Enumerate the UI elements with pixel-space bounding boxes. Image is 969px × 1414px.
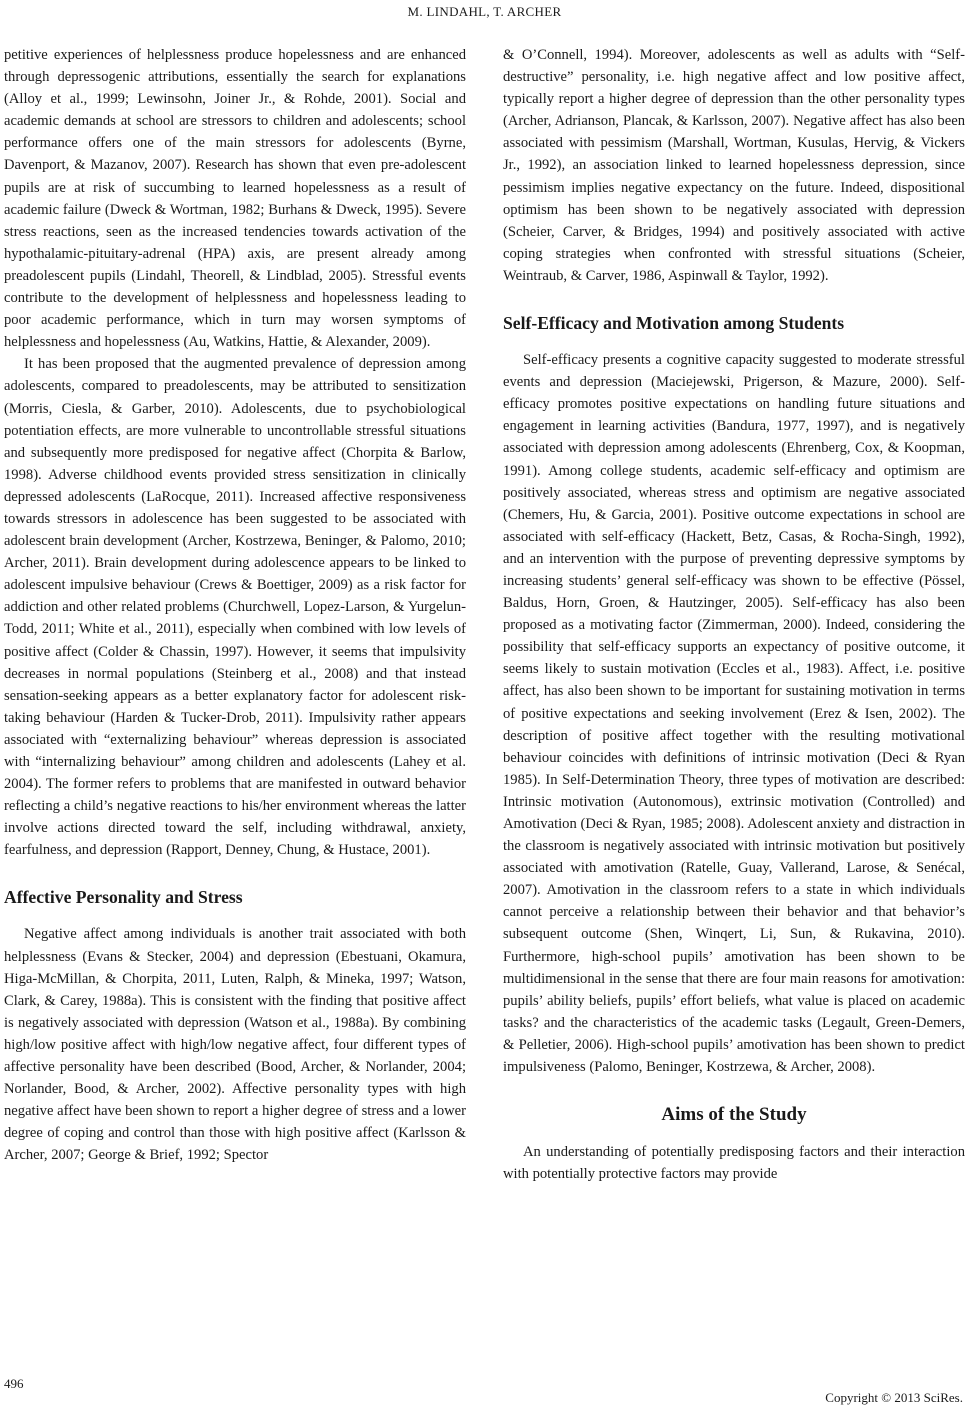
left-column xyxy=(4,44,466,1167)
section-heading: Affective Personality and Stress xyxy=(4,887,243,908)
body-paragraph: Negative affect among individuals is another trait associated with both helplessness (Evans & Stecker, 2004) and depression (Ebestuani, Okamura, Higa-McMillan, & Chorpita, 2011, Luten, Ralph, & Mineka, 1997; Watson, Clark, & Carey, 1988a). This is consistent with the finding that positive affect is negatively associated with depression (Watson et al., 1988a). By combining high/low positive affect with high/low negative affect, four different types of affective personality have been described (Bood, Archer, & Norlander, 2004; Norlander, Bood, & Archer, 2002). Affective personality types with high negative affect have been shown to report a higher degree of stress and a lower degree of coping and control than those with high positive affect (Karlsson & Archer, 2007; George & Brief, 1992; Spector xyxy=(4,926,466,1164)
body-paragraph: An understanding of potentially predisposing factors and their interaction with potentially protective factors may provide xyxy=(503,1144,965,1183)
body-paragraph: petitive experiences of helplessness produce hopelessness and are enhanced through depressogenic attributions, essentially the search for explanations (Alloy et al., 1999; Lewinsohn, Joiner Jr., & Rohde, 2001). Social and academic demands at school are stressors to children and adolescents; school performance offers one of the main stressors for adolescents (Byrne, Davenport, & Mazanov, 2007). Research has shown that even pre-adolescent pupils are at risk of succumbing to learned hopelessness as a result of academic failure (Dweck & Wortman, 1982; Burhans & Dweck, 1995). Severe stress reactions, seen as the increased tendencies towards activation of the hypothalamic-pituitary-adrenal (HPA) axis, are present already among preadolescent pupils (Lindahl, Theorell, & Lindblad, 2005). Stressful events contribute to the development of helplessness and hopelessness leading to poor academic performance, which in turn may worsen symptoms of helplessness and hopelessness (Au, Watkins, Hattie, & Alexander, 2009). xyxy=(4,47,466,351)
section-heading-centered: Aims of the Study xyxy=(661,1104,807,1126)
body-paragraph: It has been proposed that the augmented prevalence of depression among adolescents, compared to preadolescents, may be attributed to sensitization (Morris, Ciesla, & Garber, 2010). Adolescents, due to psychobiological potentiation effects, are more vulnerable to uncontrollable stressful situations and subsequently more predisposed for negative affect (Chorpita & Barlow, 1998). Adverse childhood events provided stress sensitization in clinically depressed adolescents (LaRocque, 2011). Increased affective responsiveness towards stressors in adolescence has been suggested to be associated with adolescent brain development (Archer, Kostrzewa, Beninger, & Palomo, 2010; Archer, 2011). Brain development during adolescence appears to be linked to adolescent impulsive behaviour (Crews & Boettiger, 2009) as a risk factor for addiction and other related problems (Churchwell, Lopez-Larson, & Yurgelun-Todd, 2011; White et al., 2011), especially when combined with low levels of positive affect (Colder & Chassin, 1997). However, it seems that impulsivity decreases in normal populations (Steinberg et al., 2008) and that instead sensation-seeking appears as a better explanatory factor for adolescent risk-taking behaviour (Harden & Tucker-Drob, 2011). Impulsivity rather appears associated with “externalizing behaviour” whereas depression is associated with “internalizing behaviour” among children and adolescents (Lahey et al. 2004). The former refers to problems that are manifested in outward behavior reflecting a child’s negative reactions to his/her environment whereas the latter involve actions directed toward the self, including withdrawal, anxiety, fearfulness, and depression (Rapport, Denney, Chung, & Hustace, 2001). xyxy=(4,356,466,859)
section-heading: Self-Efficacy and Motivation among Students xyxy=(503,313,845,334)
page-number: 496 xyxy=(4,1376,24,1391)
running-head: M. LINDAHL, T. ARCHER xyxy=(407,4,562,19)
right-column xyxy=(503,44,965,1185)
body-paragraph: Self-efficacy presents a cognitive capacity suggested to moderate stressful events and depression (Maciejewski, Prigerson, & Mazure, 2000). Self-efficacy promotes positive expectations on handling future situations and engagement in learning activities (Bandura, 1977, 1997), and is negatively associated with depression among adolescents (Ehrenberg, Cox, & Koopman, 1991). Among college students, academic self-efficacy and optimism are positively associated, whereas stress and optimism are negative associated (Chemers, Hu, & Garcia, 2001). Positive outcome expectations in school are associated with self-efficacy (Hackett, Betz, Casas, & Rocha-Singh, 1992), and an intervention with the purpose of preventing depressive symptoms by increasing students’ general self-efficacy was shown to be effective (Pössel, Baldus, Horn, Groen, & Hautzinger, 2005). Self-efficacy has also been proposed as a motivating factor (Zimmerman, 2000). Indeed, considering the possibility that self-efficacy supports an expectancy of positive outcome, it seems likely to sustain motivation (Eccles et al., 1983). Affect, i.e. positive affect, has also been shown to be important for sustaining motivation in terms of positive expectations and seeking involvement (Erez & Isen, 2002). The description of positive affect together with the resulting motivational behaviour coincides with definitions of intrinsic motivation (Deci & Ryan 1985). In Self-Determination Theory, three types of motivation are described: Intrinsic motivation (Autonomous), extrinsic motivation (Controlled) and Amotivation (Deci & Ryan, 1985; 2008). Adolescent anxiety and distraction in the classroom is negatively associated with intrinsic motivation but positively associated with amotivation (Ratelle, Guay, Vallerand, Larose, & Senécal, 2007). Amotivation in the classroom refers to a state in which individuals cannot perceive a relationship between their behavior and that behavior’s subsequent outcome (Shen, Winqert, Li, Sun, & Rukavina, 2010). Furthermore, high-school pupils’ amotivation has been shown to be multidimensional in the sense that there are four main reasons for amotivation: pupils’ ability beliefs, pupils’ effort beliefs, what value is placed on academic tasks? and the characteristics of the academic tasks (Legault, Green-Demers, & Pelletier, 2006). High-school pupils’ amotivation has been shown to predict impulsiveness (Palomo, Beninger, Kostrzewa, & Archer, 2008). xyxy=(503,352,965,1076)
body-paragraph: & O’Connell, 1994). Moreover, adolescents as well as adults with “Self-destructive” personality, i.e. high negative affect and low positive affect, typically report a higher degree of depression than the other personality types (Archer, Adrianson, Plancak, & Karlsson, 2007). Negative affect has also been associated with pessimism (Marshall, Wortman, Kusulas, Hervig, & Vickers Jr., 1992), an association linked to learned hopelessness depression, since pessimism implies negative expectancy on the future. Indeed, dispositional optimism has been shown to be negatively associated with depression (Scheier, Carver, & Bridges, 1994) and positively associated with active coping strategies when confronted with stressful situations (Scheier, Weintraub, & Carver, 1986, Aspinwall & Taylor, 1992). xyxy=(503,47,965,284)
copyright-notice: Copyright © 2013 SciRes. xyxy=(825,1390,963,1405)
